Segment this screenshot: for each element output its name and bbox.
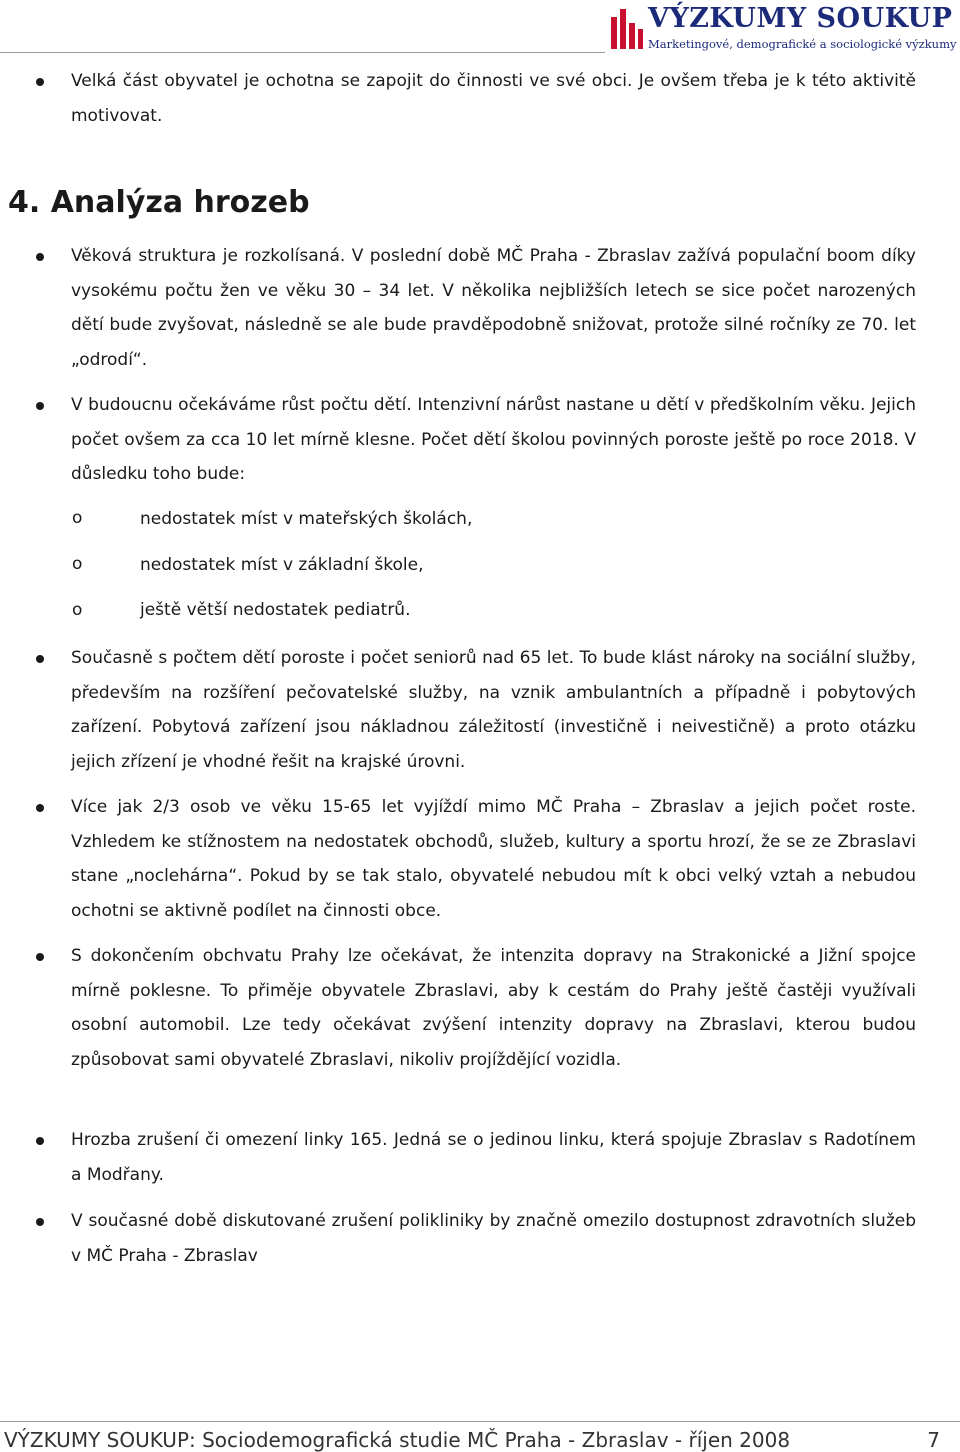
header-rule <box>0 52 605 53</box>
sub-list-item: nedostatek míst v mateřských školách, <box>140 509 473 529</box>
sub-list-item: nedostatek míst v základní škole, <box>140 555 424 575</box>
threat-paragraph: Věková struktura je rozkolísaná. V poslední době MČ Praha - Zbraslav zažívá populační boom díky vysokému počtu žen ve věku 30 – 34 let. V několika nejbližších letech se sice počet narozených dětí bude zvyšovat, následně se ale bude pravděpodobně snižovat, protože silné ročníky ze 70. let „odrodí“. <box>71 246 916 370</box>
sub-bullet-marker: o <box>72 554 83 574</box>
threat-paragraph: V budoucnu očekáváme růst počtu dětí. Intenzivní nárůst nastane u dětí v předškolním věku. Jejich počet ovšem za cca 10 let mírně klesne. Počet dětí školou povinných poroste ještě po roce 2018. V důsledku toho bude: <box>71 395 916 484</box>
threat-paragraph: Současně s počtem dětí poroste i počet seniorů nad 65 let. To bude klást nároky na sociální služby, především na rozšíření pečovatelské služby, na vznik ambulantních a případně i pobytových zařízení. Pobytová zařízení jsou nákladnou záležitostí (investičně i neivestičně) a proto otázku jejich zřízení je vhodné řešit na krajské úrovni. <box>71 648 916 772</box>
bullet-marker <box>36 253 44 261</box>
sub-bullet-marker: o <box>72 508 83 528</box>
footer-text: VÝZKUMY SOUKUP: Sociodemografická studie MČ Praha - Zbraslav - říjen 2008 <box>4 1428 791 1452</box>
threat-paragraph: V současné době diskutované zrušení polikliniky by značně omezilo dostupnost zdravotních služeb v MČ Praha - Zbraslav <box>71 1211 916 1266</box>
logo-title: VÝZKUMY SOUKUP <box>648 3 953 34</box>
page-number: 7 <box>927 1428 940 1452</box>
bullet-marker <box>36 78 44 86</box>
bullet-marker <box>36 402 44 410</box>
threat-paragraph: S dokončením obchvatu Prahy lze očekávat, že intenzita dopravy na Strakonické a Jižní spojce mírně poklesne. To přiměje obyvatele Zbraslavi, aby k cestám do Prahy ještě častěji využívali osobní automobil. Lze tedy očekávat zvýšení intenzity dopravy na Zbraslavi, kterou budou způsobovat sami obyvatelé Zbraslavi, nikoliv projíždějící vozidla. <box>71 946 916 1070</box>
threat-paragraph: Více jak 2/3 osob ve věku 15-65 let vyjíždí mimo MČ Praha – Zbraslav a jejich počet roste. Vzhledem ke stížnostem na nedostatek obchodů, služeb, kultury a sportu hrozí, že se ze Zbraslavi stane „noclehárna“. Pokud by se tak stalo, obyvatelé nebudou mít k obci velký vztah a nebudou ochotni se aktivně podílet na činnosti obce. <box>71 797 916 921</box>
intro-paragraph: Velká část obyvatel je ochotna se zapojit do činnosti ve své obci. Je ovšem třeba je k této aktivitě motivovat. <box>71 71 916 126</box>
threat-paragraph: Hrozba zrušení či omezení linky 165. Jedná se o jedinou linku, která spojuje Zbraslav s Radotínem a Modřany. <box>71 1130 916 1185</box>
sub-list-item: ještě větší nedostatek pediatrů. <box>140 600 411 620</box>
section-heading: 4. Analýza hrozeb <box>8 185 310 220</box>
bullet-marker <box>36 953 44 961</box>
logo-subtitle: Marketingové, demografické a sociologické výzkumy <box>648 37 957 51</box>
logo <box>610 3 956 51</box>
bullet-marker <box>36 655 44 663</box>
footer-rule <box>0 1421 960 1422</box>
sub-bullet-marker: o <box>72 600 83 620</box>
logo-bars-icon <box>610 9 644 49</box>
bullet-marker <box>36 804 44 812</box>
bullet-marker <box>36 1218 44 1226</box>
bullet-marker <box>36 1137 44 1145</box>
